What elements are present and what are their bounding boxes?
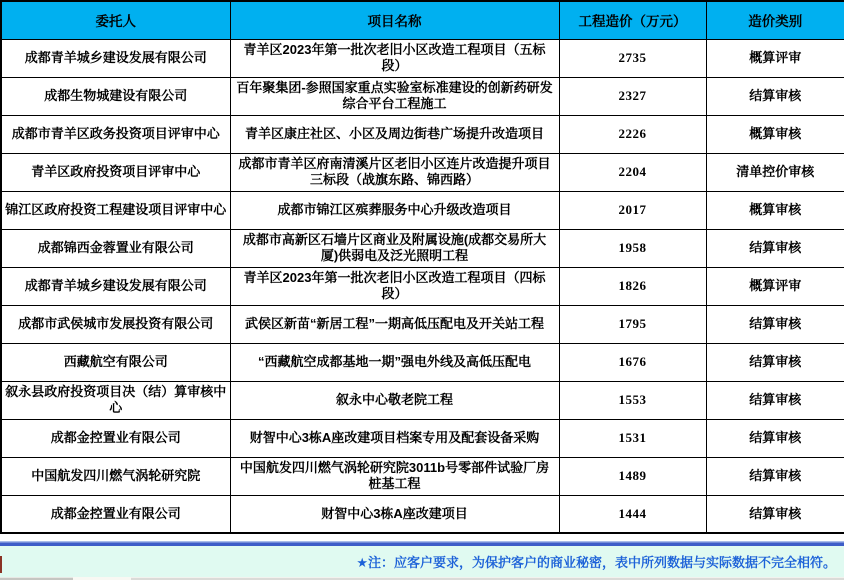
category-cell: 结算审核	[706, 381, 844, 419]
project-cell: 中国航发四川燃气涡轮研究院3011b号零部件试验厂房桩基工程	[230, 457, 559, 495]
table-row	[1, 115, 844, 153]
screen-edge-artifact	[0, 556, 2, 573]
client-cell: 成都青羊城乡建设发展有限公司	[1, 39, 230, 77]
table-row	[1, 419, 844, 457]
table-row	[1, 39, 844, 77]
column-header-client: 委托人	[1, 1, 230, 39]
project-cell: 百年聚集团-参照国家重点实验室标准建设的创新药研发综合平台工程施工	[230, 77, 559, 115]
table-row	[1, 191, 844, 229]
table-body	[1, 39, 844, 533]
cost-cell: 2735	[559, 39, 706, 77]
client-cell: 成都生物城建设有限公司	[1, 77, 230, 115]
footer-note-strip	[0, 546, 844, 577]
project-cell: 武侯区新苗“新居工程”一期高低压配电及开关站工程	[230, 305, 559, 343]
table-row	[1, 77, 844, 115]
client-cell: 成都市青羊区政务投资项目评审中心	[1, 115, 230, 153]
cost-cell: 1444	[559, 495, 706, 533]
project-cell: 青羊区康庄社区、小区及周边街巷广场提升改造项目	[230, 115, 559, 153]
column-header-cost: 工程造价（万元）	[559, 1, 706, 39]
category-cell: 清单控价审核	[706, 153, 844, 191]
table-row	[1, 381, 844, 419]
header-row	[1, 1, 844, 39]
footer-gap	[0, 534, 844, 541]
table-row	[1, 229, 844, 267]
client-cell: 成都锦西金蓉置业有限公司	[1, 229, 230, 267]
category-cell: 结算审核	[706, 343, 844, 381]
cost-cell: 1795	[559, 305, 706, 343]
category-cell: 结算审核	[706, 495, 844, 533]
disclaimer-note: ★注：应客户要求，为保护客户的商业秘密，表中所列数据与实际数据不完全相符。	[356, 555, 836, 570]
client-cell: 锦江区政府投资工程建设项目评审中心	[1, 191, 230, 229]
client-cell: 成都金控置业有限公司	[1, 495, 230, 533]
cost-cell: 1958	[559, 229, 706, 267]
project-cell: 财智中心3栋A座改建项目档案专用及配套设备采购	[230, 419, 559, 457]
cost-cell: 1676	[559, 343, 706, 381]
cost-cell: 2017	[559, 191, 706, 229]
category-cell: 概算评审	[706, 39, 844, 77]
client-cell: 青羊区政府投资项目评审中心	[1, 153, 230, 191]
project-cell: 成都市锦江区殡葬服务中心升级改造项目	[230, 191, 559, 229]
client-cell: 叙永县政府投资项目决（结）算审核中心	[1, 381, 230, 419]
table-row	[1, 267, 844, 305]
table-row	[1, 457, 844, 495]
client-cell: 西藏航空有限公司	[1, 343, 230, 381]
cost-cell: 1826	[559, 267, 706, 305]
column-header-category: 造价类别	[706, 1, 844, 39]
project-cell: 财智中心3栋A座改建项目	[230, 495, 559, 533]
cost-cell: 2204	[559, 153, 706, 191]
category-cell: 概算审核	[706, 115, 844, 153]
project-cell: “西藏航空成都基地一期”强电外线及高低压配电	[230, 343, 559, 381]
client-cell: 成都金控置业有限公司	[1, 419, 230, 457]
category-cell: 结算审核	[706, 77, 844, 115]
category-cell: 结算审核	[706, 305, 844, 343]
project-cell: 青羊区2023年第一批次老旧小区改造工程项目（四标段）	[230, 267, 559, 305]
table-row	[1, 153, 844, 191]
cost-cell: 2327	[559, 77, 706, 115]
cost-cell: 1531	[559, 419, 706, 457]
category-cell: 结算审核	[706, 419, 844, 457]
project-cell: 成都市青羊区府南清溪片区老旧小区连片改造提升项目三标段（战旗东路、锦西路）	[230, 153, 559, 191]
client-cell: 成都市武侯城市发展投资有限公司	[1, 305, 230, 343]
category-cell: 概算审核	[706, 191, 844, 229]
project-cell: 叙永中心敬老院工程	[230, 381, 559, 419]
category-cell: 概算评审	[706, 267, 844, 305]
table-row	[1, 343, 844, 381]
client-cell: 中国航发四川燃气涡轮研究院	[1, 457, 230, 495]
table-row	[1, 305, 844, 343]
client-cell: 成都青羊城乡建设发展有限公司	[1, 267, 230, 305]
project-cell: 青羊区2023年第一批次老旧小区改造工程项目（五标段）	[230, 39, 559, 77]
table-header	[1, 1, 844, 39]
cost-cell: 2226	[559, 115, 706, 153]
category-cell: 结算审核	[706, 457, 844, 495]
project-cell: 成都市高新区石墙片区商业及附属设施(成都交易所大厦)供弱电及泛光照明工程	[230, 229, 559, 267]
cost-cell: 1553	[559, 381, 706, 419]
table-row	[1, 495, 844, 533]
category-cell: 结算审核	[706, 229, 844, 267]
footer-area	[0, 534, 844, 580]
column-header-project: 项目名称	[230, 1, 559, 39]
cost-cell: 1489	[559, 457, 706, 495]
